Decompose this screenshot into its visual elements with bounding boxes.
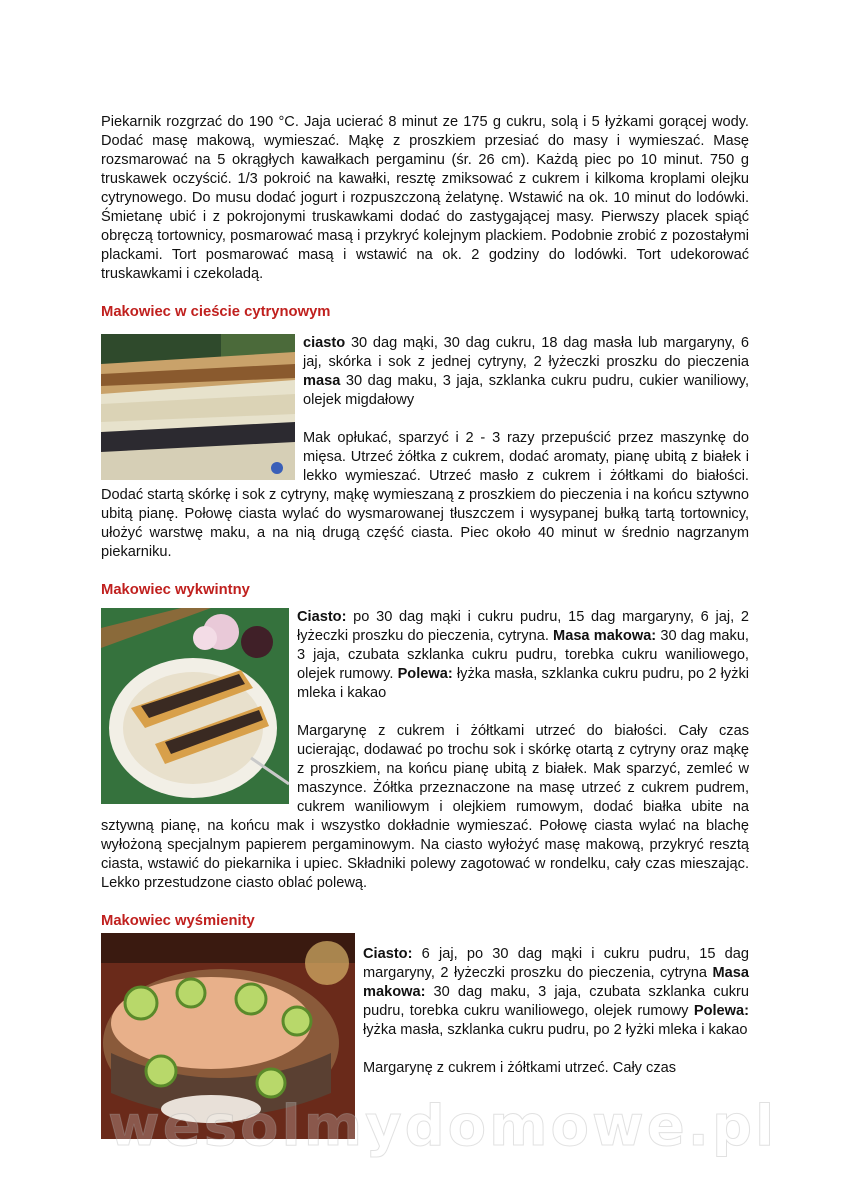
recipe-title: Makowiec wyśmienity (101, 913, 255, 929)
document-page (101, 113, 749, 1143)
recipe-title: Makowiec w cieście cytrynowym (101, 304, 331, 320)
intro-paragraph: Piekarnik rozgrzać do 190 °C. Jaja ucierać 8 minut ze 175 g cukru, solą i 5 łyżkami gorącej wody. Dodać masę makową, wymieszać. Mąkę z proszkiem przesiać do masy i wymieszać. Masę rozsmarować na 5 okrągłych kawałkach pergaminu (śr. 26 cm). Każdą piec po 10 minut. 750 g truskawek oczyścić. 1/3 pokroić na kawałki, resztę zmiksować z cukrem i kilkoma kroplami olejku cytrynowego. Do musu dodać jogurt i rozpuszczoną żelatynę. Wstawić na ok. 10 minut do lodówki. Śmietanę ubić i z pokrojonymi truskawkami dodać do zastygającej masy. Pierwszy placek spiąć obręczą tortownicy, posmarować masą i przykryć kolejnym plackiem. Podobnie zrobić z pozostałymi plackami. Tort posmarować masą i wstawić na ok. 2 godziny do lodówki. Tort udekorować truskawkami i czekoladą. (101, 114, 749, 282)
ingredient-label: Polewa: (397, 666, 453, 682)
ingredient-label: ciasto (303, 335, 346, 351)
ingredient-label: masa (303, 373, 341, 389)
recipe-photo-poppy-lemon-cake (101, 334, 295, 480)
ingredient-text: 6 jaj, po 30 dag mąki i cukru pudru, 15 dag margaryny, 2 łyżeczki proszku do pieczenia, cytryna (363, 946, 749, 981)
ingredient-text: 30 dag maku, 3 jaja, czubata szklanka cukru pudru, torebka cukru waniliowego, olejek rumowy. (297, 628, 749, 682)
ingredient-text: 30 dag maku, 3 jaja, czubata szklanka cukru pudru, torebka cukru waniliowego, olejek rumowy (363, 984, 749, 1019)
recipe-method: Margarynę z cukrem i żółtkami utrzeć do białości. Cały czas ucierając, dodawać po trochu sok i skórkę otartą z cytryny oraz mąkę z proszkiem, na końcu pianę ubitą z białek. Mak sparzyć, zemleć w maszynce. Żółtka przeznaczone na masę utrzeć z cukrem pudrem, cukrem waniliowym i olejkiem rumowym, dodać białka ubite na sztywną pianę, na końcu mak i wszystko dokładnie wymieszać. Połowę ciasta wylać na blachę wyłożoną specjalnym papierem pergaminowym. Na ciasto wyłożyć masę makową, przykryć resztą ciasta, wstawić do piekarnika i upiec. Składniki polewy zagotować w rondelku, cały czas mieszając. Lekko przestudzone ciasto oblać polewą. (101, 723, 749, 891)
ingredient-text: 30 dag maku, 3 jaja, szklanka cukru pudru, cukier waniliowy, olejek migdałowy (303, 373, 749, 408)
ingredient-label: Masa makowa: (553, 628, 657, 644)
ingredient-text: po 30 dag mąki i cukru pudru, 15 dag margaryny, 6 jaj, 2 łyżeczki proszku do pieczenia, cytryna. (297, 609, 749, 644)
recipe-title: Makowiec wykwintny (101, 582, 250, 598)
ingredient-label: Ciasto: (297, 609, 347, 625)
site-watermark: wesolmydomowe.pl (108, 1094, 778, 1159)
ingredient-label: Masa makowa: (363, 965, 749, 1000)
ingredient-label: Polewa: (693, 1003, 749, 1019)
recipe-photo-delicious-poppy-cake (101, 933, 355, 1139)
recipe-method: Mak opłukać, sparzyć i 2 - 3 razy przepuścić przez maszynkę do mięsa. Utrzeć żółtka z cukrem, dodać aromaty, pianę ubitą z białek i lekko wymieszać. Utrzeć masło z cukrem i żółtkami do białości. Dodać startą skórkę i sok z cytryny, mąkę wymieszaną z proszkiem do pieczenia i na końcu sztywno ubitą pianę. Połowę ciasta wylać do wysmarowanej tłuszczem i wysypanej bułką tartą tortownicy, ułożyć warstwę maku, a na nią drugą część ciasta. Piec około 40 minut w średnio nagrzanym piekarniku. (101, 430, 749, 560)
ingredient-text: 30 dag mąki, 30 dag cukru, 18 dag masła lub margaryny, 6 jaj, skórka i sok z jednej cytryny, 2 łyżeczki proszku do pieczenia (303, 335, 749, 370)
ingredient-label: Ciasto: (363, 946, 413, 962)
ingredient-text: łyżka masła, szklanka cukru pudru, po 2 łyżki mleka i kakao (297, 666, 749, 701)
recipe-method: Margarynę z cukrem i żółtkami utrzeć. Cały czas (363, 1060, 677, 1076)
recipe-photo-exquisite-poppy-cake (101, 608, 289, 804)
ingredient-text: łyżka masła, szklanka cukru pudru, po 2 łyżki mleka i kakao (363, 1022, 748, 1038)
